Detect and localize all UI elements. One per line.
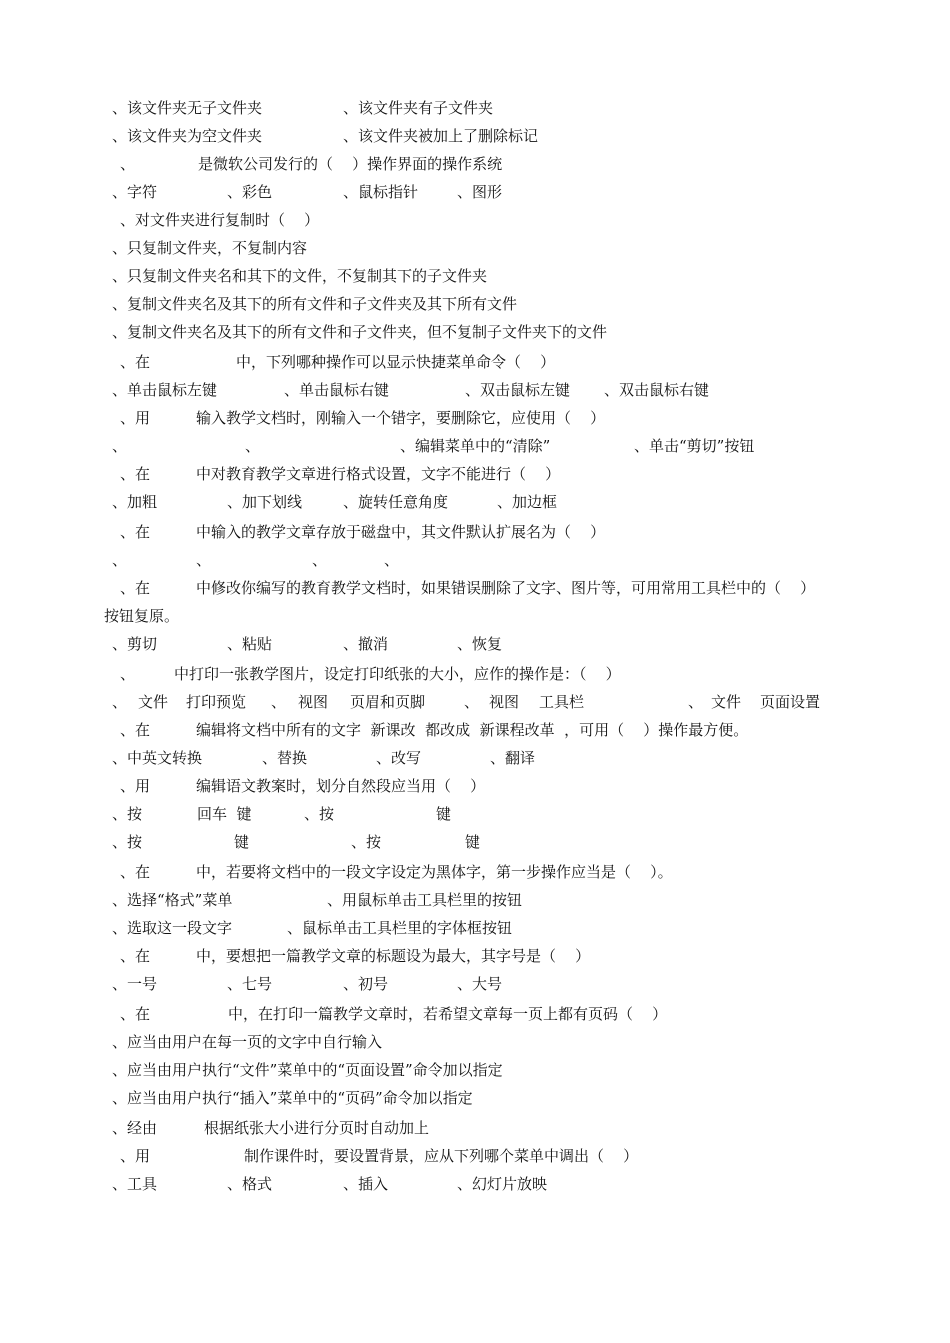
- text-line: [0, 179, 950, 205]
- text-segment: 根据纸张大小进行分页时自动加上: [204, 1119, 430, 1137]
- text-segment: 、该文件夹为空文件夹: [112, 127, 263, 145]
- text-segment: 、在: [120, 523, 151, 541]
- text-segment: 、在: [120, 1005, 151, 1023]
- text-segment: 、选取这一段文字: [112, 919, 233, 937]
- text-segment: 键: [465, 833, 481, 851]
- text-segment: 、七号: [227, 975, 273, 993]
- text-line: [0, 291, 950, 317]
- text-segment: 、在: [120, 721, 151, 739]
- text-segment: 、只复制文件夹名和其下的文件，不复制其下的子文件夹: [112, 267, 488, 285]
- text-segment: 、格式: [227, 1175, 273, 1193]
- text-segment: 、在: [120, 465, 151, 483]
- text-line: [0, 603, 950, 629]
- text-segment: 、: [112, 437, 128, 455]
- text-segment: 、用: [120, 1147, 151, 1165]
- text-segment: 、该文件夹有子文件夹: [343, 99, 494, 117]
- text-segment: 、工具: [112, 1175, 158, 1193]
- text-segment: 中，下列哪种操作可以显示快捷菜单命令（ ）: [236, 353, 556, 371]
- text-segment: 、翻译: [490, 749, 536, 767]
- text-segment: 页面设置: [760, 693, 821, 711]
- text-segment: 、字符: [112, 183, 158, 201]
- text-segment: 、撤消: [343, 635, 389, 653]
- text-line: [0, 745, 950, 771]
- text-line: [0, 943, 950, 969]
- text-segment: 、: [688, 693, 704, 711]
- text-segment: 、彩色: [227, 183, 273, 201]
- text-segment: 文件: [138, 693, 169, 711]
- text-segment: 、应当由用户执行“插入”菜单中的“页码”命令加以指定: [112, 1089, 473, 1107]
- text-segment: 输入教学文档时，刚输入一个错字，要删除它，应使用（ ）: [196, 409, 606, 427]
- text-line: [0, 547, 950, 573]
- text-segment: 、编辑菜单中的“清除”: [400, 437, 551, 455]
- text-segment: 中，在打印一篇教学文章时，若希望文章每一页上都有页码（ ）: [228, 1005, 668, 1023]
- text-segment: 、在: [120, 353, 151, 371]
- text-segment: 按钮复原。: [104, 607, 180, 625]
- text-line: [0, 773, 950, 799]
- text-segment: 页眉和页脚: [350, 693, 426, 711]
- text-segment: 中，若要将文档中的一段文字设定为黑体字，第一步操作应当是（ ）。: [196, 863, 673, 881]
- text-line: [0, 829, 950, 855]
- text-segment: 键: [436, 805, 452, 823]
- text-segment: 、用鼠标单击工具栏里的按钮: [327, 891, 523, 909]
- text-segment: 、改写: [376, 749, 422, 767]
- text-segment: 、双击鼠标左键: [465, 381, 571, 399]
- text-line: [0, 405, 950, 431]
- text-line: [0, 1057, 950, 1083]
- text-segment: 中输入的教学文章存放于磁盘中，其文件默认扩展名为（ ）: [196, 523, 606, 541]
- text-line: [0, 971, 950, 997]
- text-line: [0, 801, 950, 827]
- text-segment: 、中英文转换: [112, 749, 203, 767]
- text-line: [0, 915, 950, 941]
- text-line: [0, 1001, 950, 1027]
- text-line: [0, 1085, 950, 1111]
- text-segment: 、该文件夹无子文件夹: [112, 99, 263, 117]
- text-segment: 、单击鼠标左键: [112, 381, 218, 399]
- text-segment: 中，要想把一篇教学文章的标题设为最大，其字号是（ ）: [196, 947, 591, 965]
- text-segment: 、对文件夹进行复制时（ ）: [120, 211, 320, 229]
- text-line: [0, 859, 950, 885]
- text-line: [0, 349, 950, 375]
- text-line: [0, 123, 950, 149]
- text-segment: 、: [120, 155, 136, 173]
- text-line: [0, 1143, 950, 1169]
- text-segment: 中修改你编写的教育教学文档时，如果错误删除了文字、图片等，可用常用工具栏中的（ ）: [196, 579, 816, 597]
- text-segment: 中打印一张教学图片，设定打印纸张的大小，应作的操作是：（ ）: [174, 665, 621, 683]
- text-segment: 、在: [120, 863, 151, 881]
- text-line: [0, 207, 950, 233]
- text-segment: 制作课件时，要设置背景，应从下列哪个菜单中调出（ ）: [244, 1147, 639, 1165]
- text-segment: 、: [196, 551, 212, 569]
- text-segment: 打印预览: [186, 693, 247, 711]
- text-line: [0, 433, 950, 459]
- text-segment: 视图: [298, 693, 329, 711]
- text-segment: 文件: [711, 693, 742, 711]
- text-segment: 、: [384, 551, 400, 569]
- text-segment: 、只复制文件夹，不复制内容: [112, 239, 308, 257]
- text-line: [0, 151, 950, 177]
- text-segment: 、: [112, 693, 128, 711]
- text-segment: 编辑语文教案时，划分自然段应当用（ ）: [196, 777, 486, 795]
- text-segment: 键: [234, 833, 250, 851]
- text-segment: 、在: [120, 579, 151, 597]
- text-segment: 、按: [304, 805, 335, 823]
- text-segment: 、加粗: [112, 493, 158, 511]
- text-line: [0, 235, 950, 261]
- text-line: [0, 661, 950, 687]
- text-line: [0, 1115, 950, 1141]
- text-segment: 、: [271, 693, 287, 711]
- text-line: [0, 717, 950, 743]
- text-segment: 、应当由用户在每一页的文字中自行输入: [112, 1033, 383, 1051]
- text-segment: 、应当由用户执行“文件”菜单中的“页面设置”命令加以指定: [112, 1061, 503, 1079]
- text-segment: 、剪切: [112, 635, 158, 653]
- text-segment: 、初号: [343, 975, 389, 993]
- text-segment: 、: [464, 693, 480, 711]
- text-line: [0, 631, 950, 657]
- text-segment: 、在: [120, 947, 151, 965]
- text-line: [0, 575, 950, 601]
- text-segment: 、按: [112, 833, 143, 851]
- text-segment: 、鼠标单击工具栏里的字体框按钮: [287, 919, 513, 937]
- text-line: [0, 519, 950, 545]
- text-segment: 、单击鼠标右键: [284, 381, 390, 399]
- text-segment: 、该文件夹被加上了删除标记: [343, 127, 539, 145]
- text-segment: 、选择“格式”菜单: [112, 891, 233, 909]
- text-line: [0, 887, 950, 913]
- text-line: [0, 319, 950, 345]
- text-segment: 、复制文件夹名及其下的所有文件和子文件夹，但不复制子文件夹下的文件: [112, 323, 608, 341]
- text-segment: 、: [312, 551, 328, 569]
- text-segment: 、幻灯片放映: [457, 1175, 548, 1193]
- text-segment: 、: [112, 551, 128, 569]
- text-line: [0, 95, 950, 121]
- text-segment: 、插入: [343, 1175, 389, 1193]
- text-line: [0, 377, 950, 403]
- text-line: [0, 1171, 950, 1197]
- text-segment: 、鼠标指针: [343, 183, 419, 201]
- text-segment: 、图形: [457, 183, 503, 201]
- text-segment: 是微软公司发行的（ ）操作界面的操作系统: [198, 155, 503, 173]
- text-segment: 、复制文件夹名及其下的所有文件和子文件夹及其下所有文件: [112, 295, 518, 313]
- text-segment: 、: [120, 665, 136, 683]
- text-segment: 、恢复: [457, 635, 503, 653]
- text-segment: 、用: [120, 777, 151, 795]
- text-line: [0, 1029, 950, 1055]
- text-segment: 、一号: [112, 975, 158, 993]
- text-segment: 中对教育教学文章进行格式设置，文字不能进行（ ）: [196, 465, 561, 483]
- text-segment: 、按: [351, 833, 382, 851]
- text-segment: 、按: [112, 805, 143, 823]
- text-line: [0, 263, 950, 289]
- text-segment: 、粘贴: [227, 635, 273, 653]
- text-segment: 、替换: [262, 749, 308, 767]
- text-segment: 、加下划线: [227, 493, 303, 511]
- text-segment: 、大号: [457, 975, 503, 993]
- text-segment: 回车 键: [197, 805, 252, 823]
- text-segment: 工具栏: [539, 693, 585, 711]
- text-segment: 编辑将文档中所有的文字 新课改 都改成 新课程改革 ，可用（ ）操作最方便。: [196, 721, 749, 739]
- text-segment: 、双击鼠标右键: [604, 381, 710, 399]
- text-segment: 、: [245, 437, 261, 455]
- text-segment: 、单击“剪切”按钮: [634, 437, 755, 455]
- text-segment: 视图: [489, 693, 520, 711]
- text-line: [0, 689, 950, 715]
- text-segment: 、用: [120, 409, 151, 427]
- text-line: [0, 461, 950, 487]
- text-line: [0, 489, 950, 515]
- text-segment: 、旋转任意角度: [343, 493, 449, 511]
- text-segment: 、加边框: [497, 493, 558, 511]
- text-segment: 、经由: [112, 1119, 158, 1137]
